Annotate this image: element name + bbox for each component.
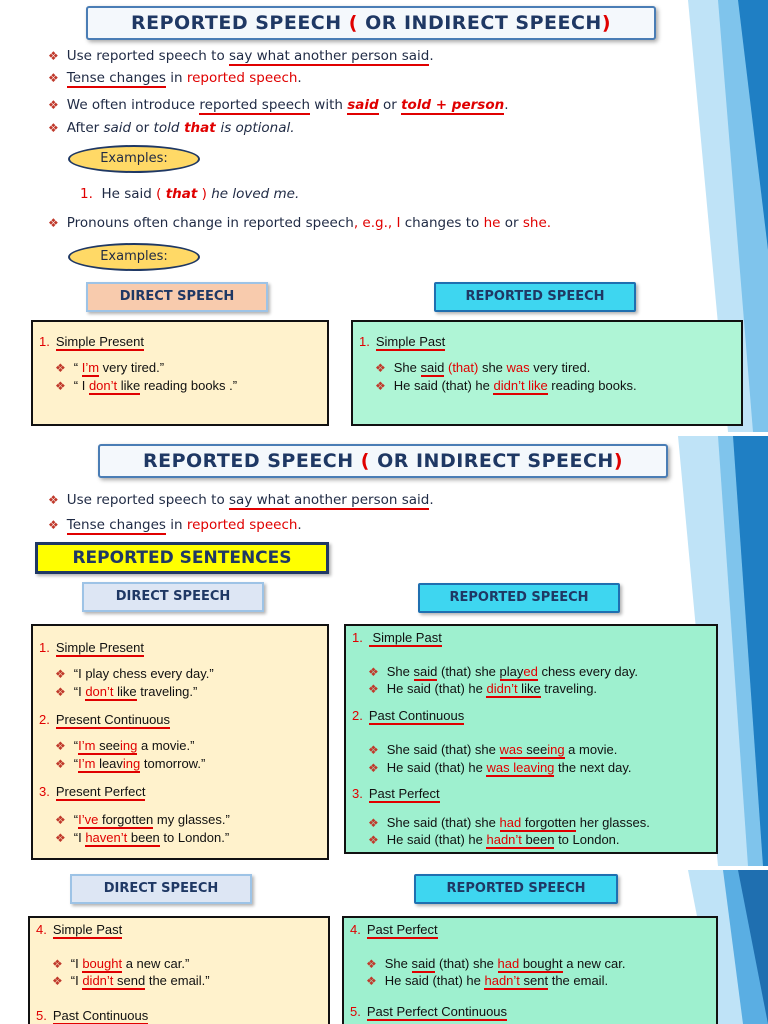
diamond-bullet-icon: ❖	[55, 757, 66, 771]
diamond-bullet-icon: ❖	[48, 493, 59, 507]
reported-line: ❖ She said (that) she had bought a new car.	[366, 956, 626, 971]
diamond-bullet-icon: ❖	[55, 831, 66, 845]
direct-speech-box	[28, 916, 330, 1024]
diamond-bullet-icon: ❖	[368, 833, 379, 847]
direct-line: ❖ “ I don’t like reading books .”	[55, 378, 238, 393]
slide-3	[0, 870, 768, 1024]
direct-speech-header: DIRECT SPEECH	[70, 874, 252, 904]
box-heading: 4. Simple Past	[36, 922, 123, 937]
reported-line: ❖ He said (that) he didn’t like reading books.	[375, 378, 637, 393]
box-heading: 5. Past Perfect Continuous	[350, 1004, 508, 1019]
diamond-bullet-icon: ❖	[48, 98, 59, 112]
examples-label-2: Examples:	[68, 243, 200, 271]
reported-sentences-banner: REPORTED SENTENCES	[35, 542, 329, 574]
diamond-bullet-icon: ❖	[55, 379, 66, 393]
diamond-bullet-icon: ❖	[55, 667, 66, 681]
box-heading: 5. Past Continuous	[36, 1008, 149, 1023]
box-heading: 4. Past Perfect	[350, 922, 438, 937]
bullet-introduce: ❖ We often introduce reported speech with said or told + person.	[48, 97, 509, 113]
reported-line: ❖ He said (that) he hadn’t sent the email.	[366, 973, 609, 988]
reported-line: ❖ She said (that) she played chess every day.	[368, 664, 639, 679]
box-heading: 3. Present Perfect	[39, 784, 146, 799]
diamond-bullet-icon: ❖	[55, 739, 66, 753]
direct-speech-box	[31, 320, 329, 426]
bullet-tense-changes: ❖ Tense changes in reported speech.	[48, 517, 302, 533]
direct-line: ❖ “I bought a new car.”	[52, 956, 190, 971]
slide-2	[0, 436, 768, 866]
direct-line: ❖ “I’ve forgotten my glasses.”	[55, 812, 230, 827]
diamond-bullet-icon: ❖	[52, 957, 63, 971]
slide1-title: REPORTED SPEECH ( OR INDIRECT SPEECH)	[86, 6, 656, 40]
diamond-bullet-icon: ❖	[48, 71, 59, 85]
box-heading: 1. Simple Present	[39, 334, 144, 349]
diamond-bullet-icon: ❖	[55, 813, 66, 827]
diamond-bullet-icon: ❖	[48, 216, 59, 230]
examples-label: Examples:	[68, 145, 200, 173]
bullet-after-said: ❖ After said or told that is optional.	[48, 120, 295, 136]
box-heading: 2. Present Continuous	[39, 712, 171, 727]
direct-line: ❖ “I don’t like traveling.”	[55, 684, 198, 699]
diamond-bullet-icon: ❖	[55, 361, 66, 375]
reported-line: ❖ He said (that) he hadn’t been to London.	[368, 832, 620, 847]
diamond-bullet-icon: ❖	[368, 816, 379, 830]
reported-line: ❖ She said (that) she was seeing a movie.	[368, 742, 618, 757]
diamond-bullet-icon: ❖	[48, 49, 59, 63]
reported-speech-header: REPORTED SPEECH	[434, 282, 636, 312]
box-heading: 2. Past Continuous	[352, 708, 465, 723]
diamond-bullet-icon: ❖	[366, 957, 377, 971]
reported-speech-header: REPORTED SPEECH	[418, 583, 620, 613]
bullet-tense-changes: ❖ Tense changes in reported speech.	[48, 70, 302, 86]
diamond-bullet-icon: ❖	[375, 379, 386, 393]
reported-speech-box	[351, 320, 743, 426]
diamond-bullet-icon: ❖	[48, 121, 59, 135]
direct-line: ❖ “I haven’t been to London.”	[55, 830, 230, 845]
reported-speech-box	[344, 624, 718, 854]
diamond-bullet-icon: ❖	[368, 665, 379, 679]
slide2-title: REPORTED SPEECH ( OR INDIRECT SPEECH)	[98, 444, 668, 478]
diamond-bullet-icon: ❖	[368, 682, 379, 696]
direct-line: ❖ “I’m seeing a movie.”	[55, 738, 195, 753]
direct-line: ❖ “I play chess every day.”	[55, 666, 214, 681]
box-heading: 1. Simple Past	[352, 630, 442, 645]
slide-1	[0, 0, 768, 432]
diamond-bullet-icon: ❖	[368, 761, 379, 775]
diamond-bullet-icon: ❖	[55, 685, 66, 699]
reported-speech-box	[342, 916, 718, 1024]
reported-speech-header: REPORTED SPEECH	[414, 874, 618, 904]
box-heading: 3. Past Perfect	[352, 786, 440, 801]
box-heading: 1. Simple Past	[359, 334, 446, 349]
direct-speech-box	[31, 624, 329, 860]
diamond-bullet-icon: ❖	[375, 361, 386, 375]
example-sentence: 1. He said ( that ) he loved me.	[80, 186, 300, 202]
diamond-bullet-icon: ❖	[366, 974, 377, 988]
bullet-use-reported-speech: ❖ Use reported speech to say what another person said.	[48, 48, 434, 64]
diamond-bullet-icon: ❖	[52, 974, 63, 988]
direct-speech-header: DIRECT SPEECH	[86, 282, 268, 312]
bullet-pronouns: ❖ Pronouns often change in reported speech, e.g., I changes to he or she.	[48, 215, 552, 231]
box-heading: 1. Simple Present	[39, 640, 144, 655]
bullet-use-reported-speech: ❖ Use reported speech to say what another person said.	[48, 492, 434, 508]
reported-line: ❖ He said (that) he was leaving the next day.	[368, 760, 632, 775]
direct-line: ❖ “ I’m very tired.”	[55, 360, 165, 375]
diamond-bullet-icon: ❖	[48, 518, 59, 532]
diamond-bullet-icon: ❖	[368, 743, 379, 757]
direct-speech-header: DIRECT SPEECH	[82, 582, 264, 612]
direct-line: ❖ “I’m leaving tomorrow.”	[55, 756, 206, 771]
direct-line: ❖ “I didn’t send the email.”	[52, 973, 210, 988]
reported-line: ❖ She said (that) she had forgotten her glasses.	[368, 815, 650, 830]
reported-line: ❖ He said (that) he didn’t like traveling.	[368, 681, 598, 696]
reported-line: ❖ She said (that) she was very tired.	[375, 360, 591, 375]
